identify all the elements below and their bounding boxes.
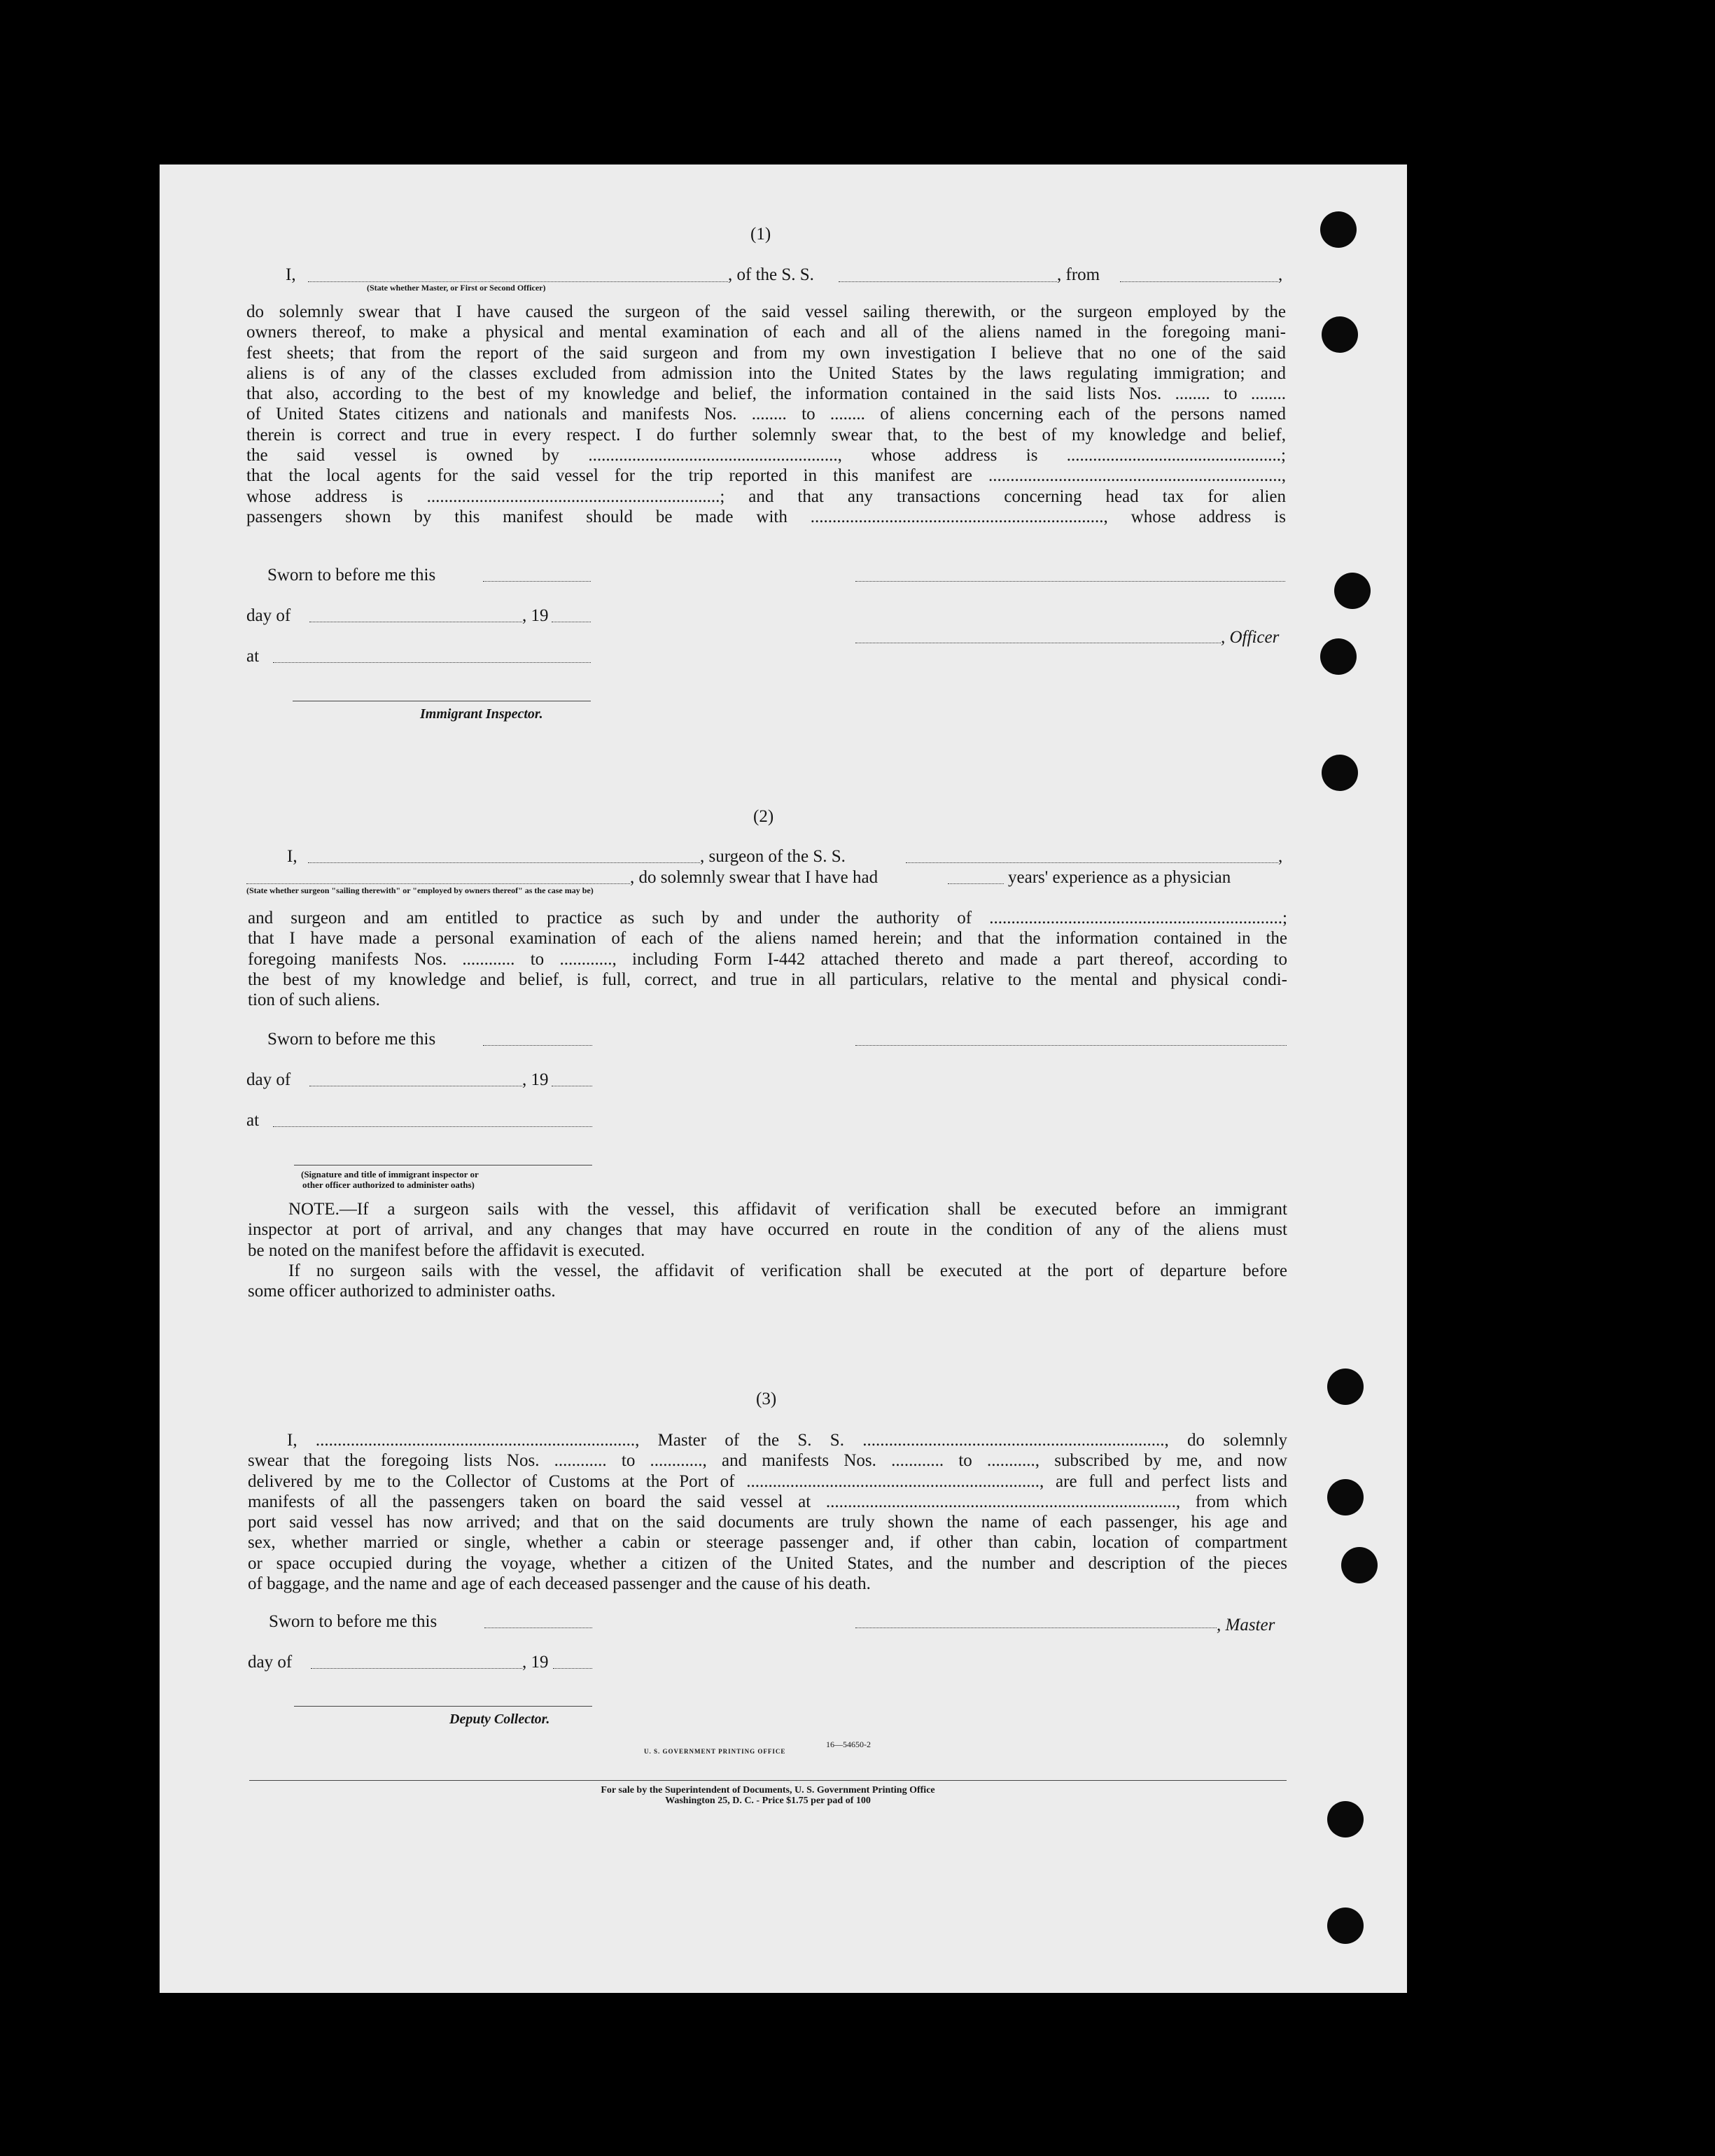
section-1-number: (1) (750, 225, 771, 244)
deputy-signature-line[interactable] (294, 1706, 592, 1707)
comma: , (1278, 847, 1283, 866)
officer-signature-line[interactable] (855, 581, 1285, 582)
printer-imprint: U. S. GOVERNMENT PRINTING OFFICE (644, 1748, 786, 1755)
note-last-line: be noted on the manifest before the affidavit is executed. (248, 1241, 645, 1260)
officer-label: , Officer (1221, 628, 1280, 647)
sworn-label: Sworn to before me this (269, 1612, 438, 1631)
surgeon-status-note: (State whether surgeon "sailing therewith" or "employed by owners thereof" as the case may be) (246, 886, 594, 895)
punch-hole (1320, 638, 1357, 675)
years-field[interactable] (948, 883, 1004, 884)
footer-sale-line-1: For sale by the Superintendent of Documents, U. S. Government Printing Office (601, 1785, 935, 1795)
day-of-label: day of (246, 1070, 291, 1089)
place-field[interactable] (273, 662, 591, 663)
year-label: , 19 (522, 1653, 549, 1672)
punch-hole (1322, 755, 1358, 791)
inspector-signature-line[interactable] (294, 1165, 592, 1166)
sworn-label: Sworn to before me this (267, 1030, 436, 1049)
from-label: , from (1057, 265, 1100, 284)
year-label: , 19 (522, 1070, 549, 1089)
punch-hole (1327, 1479, 1364, 1516)
signature-note-2: other officer authorized to administer oaths) (302, 1180, 475, 1190)
year-label: , 19 (522, 606, 549, 625)
at-label: at (246, 1111, 260, 1130)
vessel-name-field[interactable] (839, 281, 1057, 282)
punch-hole (1327, 1801, 1364, 1837)
years-label: years' experience as a physician (1008, 868, 1231, 887)
sworn-day-field[interactable] (483, 581, 591, 582)
master-label: , Master (1217, 1616, 1275, 1634)
sworn-label: Sworn to before me this (267, 566, 436, 584)
month-field[interactable] (311, 1668, 522, 1669)
day-of-label: day of (248, 1653, 293, 1672)
section-3-number: (3) (756, 1390, 777, 1408)
note-text: NOTE.—If a surgeon sails with the vessel, this affidavit of verification shall be executed before an immigrant inspector at port of arrival, and any changes that may have occurred en route in the condition of any of the aliens must (248, 1200, 1287, 1240)
punch-hole (1341, 1547, 1378, 1583)
punch-hole (1334, 573, 1371, 609)
surgeon-status-field[interactable] (246, 883, 630, 884)
swear-label: , do solemnly swear that I have had (630, 868, 878, 887)
of-ss-label: , of the S. S. (728, 265, 814, 284)
oath-i-label: I, (286, 265, 296, 284)
punch-hole (1327, 1368, 1364, 1405)
inspector-label: Immigrant Inspector. (420, 706, 543, 722)
section-2-oath-text: and surgeon and am entitled to practice as such by and under the authority of ...................................................................; that I have made a personal examination of each of the aliens named herein; and that the information contained in the foregoing manifests Nos. ............ to ............, including Form I-442 attached thereto and made a part thereof, according to the best of my knowledge and belief, is full, correct, and true in all particulars, relative to the mental and physical condi- (248, 909, 1287, 989)
punch-hole (1322, 316, 1358, 353)
section-1-oath-text: do solemnly swear that I have caused the surgeon of the said vessel sailing therewith, or the surgeon employed by the owners thereof, to make a physical and mental examination of each and all of the aliens named in the foregoing mani- fest sheets; that from the report of the said surgeon and from my own investigation I believe that no one of the said aliens is of any of the classes excluded from admission into the United States by the laws regulating immigration; and that also, according to the best of my knowledge and belief, the information contained in the said lists Nos. ........ to ........ of United States citizens and nationals and manifests Nos. ........ to ........ of aliens concerning each of the persons named therein is correct and true in every respect. I do further solemnly swear that, to the best of my knowledge and belief, the said vessel is owned by ........................................................., whose address is .................................................; that the local agents for the said vessel for the trip reported in this manifest are ..................................................................., whose address is ...................................................................; and that any transactions concerning head tax for alien passengers shown by this manifest should be made with ..................................................................., whose address is (246, 302, 1286, 526)
note-2-last-line: some officer authorized to administer oaths. (248, 1282, 556, 1301)
place-field[interactable] (273, 1126, 592, 1127)
note-2-text: If no surgeon sails with the vessel, the affidavit of verification shall be executed at the port of departure before (288, 1261, 1287, 1280)
punch-hole (1320, 211, 1357, 248)
sworn-day-field[interactable] (483, 1045, 592, 1046)
surgeon-of-label: , surgeon of the S. S. (700, 847, 846, 866)
officer-rank-note: (State whether Master, or First or Second Officer) (367, 283, 546, 293)
comma: , (1278, 265, 1283, 284)
section-2-last-line: tion of such aliens. (248, 990, 380, 1009)
surgeon-name-field[interactable] (308, 862, 700, 863)
officer-name-field[interactable] (308, 281, 728, 282)
section-3-oath-text: I, ........................................................................., Master of the S. S. ....................................................................., do solemnly swear that the foregoing lists Nos. ............ to ............, and manifests Nos. ............ to ..........., subscribed by me, and now delivered by me to the Collector of Customs at the Port of ..................................................................., are full and perfect lists and manifests of all the passengers taken on board the said vessel at ................................................................................, from which port said vessel has now arrived; and that on the said documents are truly shown the name of each passenger, his age and sex, whether married or single, whether a cabin or steerage passenger and, if other than cabin, location of compartment or space occupied during the voyage, whether a citizen of the United States, and the number and description of the pieces (248, 1431, 1287, 1573)
section-3-last-line: of baggage, and the name and age of each deceased passenger and the cause of his death. (248, 1574, 871, 1593)
section-2-number: (2) (753, 807, 774, 826)
year-field[interactable] (553, 1668, 592, 1669)
surgeon-signature-line[interactable] (855, 1045, 1287, 1046)
deputy-collector-label: Deputy Collector. (449, 1712, 550, 1727)
footer-rule (249, 1780, 1287, 1781)
punch-hole (1327, 1907, 1364, 1944)
form-code: 16—54650-2 (826, 1740, 871, 1749)
at-label: at (246, 647, 260, 666)
day-of-label: day of (246, 606, 291, 625)
signature-note-1: (Signature and title of immigrant inspector or (301, 1169, 479, 1180)
from-port-field[interactable] (1120, 281, 1278, 282)
surgeon-i-label: I, (287, 847, 298, 866)
footer-sale-line-2: Washington 25, D. C. - Price $1.75 per pad of 100 (665, 1795, 871, 1806)
surgeon-vessel-field[interactable] (906, 862, 1278, 863)
